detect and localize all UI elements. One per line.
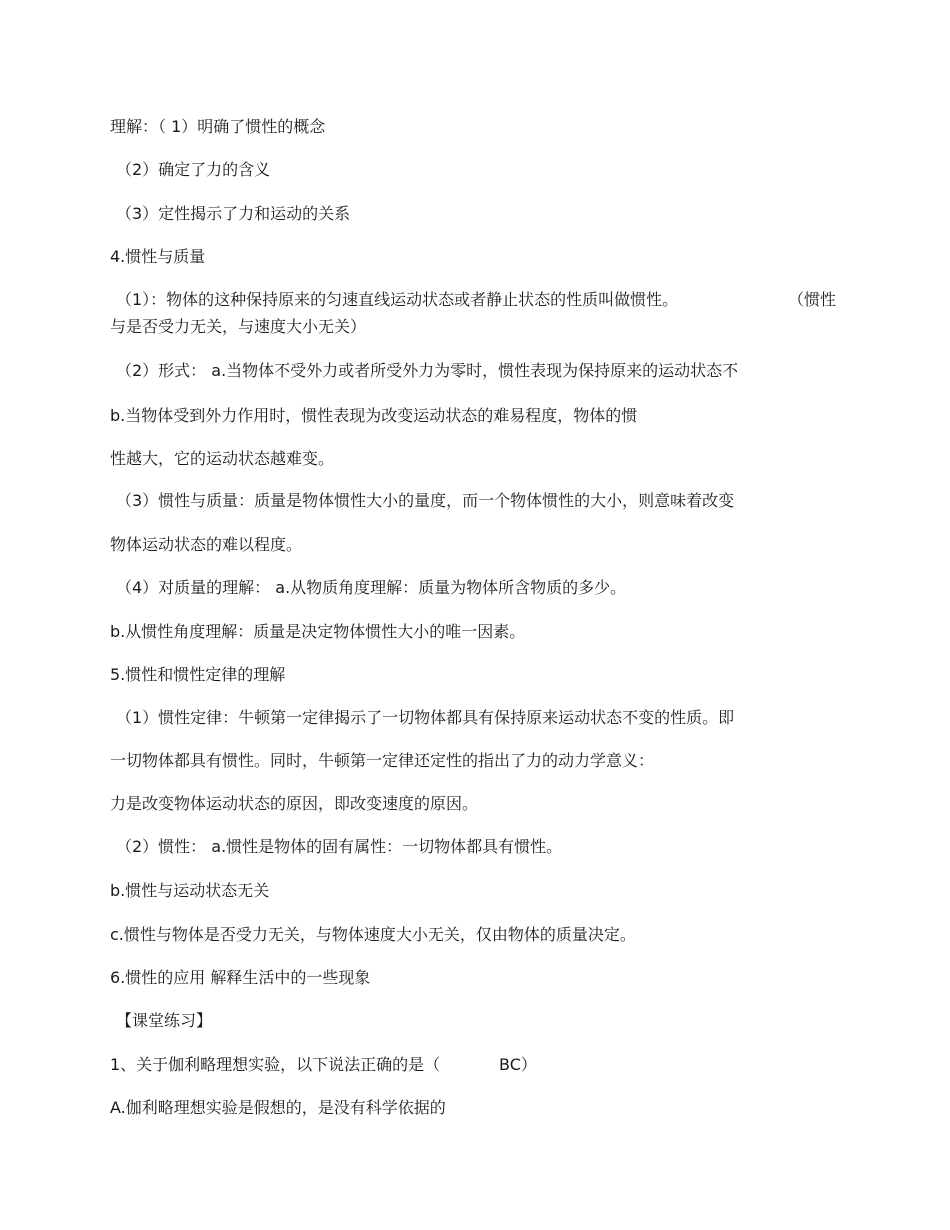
text-line: （2）形式： a.当物体不受外力或者所受外力为零时，惯性表现为保持原来的运动状态不 xyxy=(116,361,739,380)
text-line: c.惯性与物体是否受力无关，与物体速度大小无关，仅由物体的质量决定。 xyxy=(110,925,636,944)
text-line: b.惯性与运动状态无关 xyxy=(110,881,270,900)
section-heading: 【课堂练习】 xyxy=(116,1011,213,1030)
text-line: 理解：（ 1）明确了惯性的概念 xyxy=(110,117,326,136)
text-line: 物体运动状态的难以程度。 xyxy=(110,535,303,554)
text-line: （1）：物体的这种保持原来的匀速直线运动状态或者静止状态的性质叫做惯性。 xyxy=(116,290,679,309)
section-heading: 4.惯性与质量 xyxy=(110,247,206,266)
text-line: 性越大，它的运动状态越难变。 xyxy=(110,449,335,468)
option-line: A.伽利略理想实验是假想的，是没有科学依据的 xyxy=(110,1098,446,1117)
text-line: （惯性 xyxy=(788,290,837,309)
section-heading: 6.惯性的应用 解释生活中的一些现象 xyxy=(110,968,371,987)
text-line: 力是改变物体运动状态的原因，即改变速度的原因。 xyxy=(110,794,479,813)
text-line: （1）惯性定律：牛顿第一定律揭示了一切物体都具有保持原来运动状态不变的性质。即 xyxy=(116,708,735,727)
question-line: 1、关于伽利略理想实验，以下说法正确的是（ xyxy=(110,1055,441,1074)
text-line: （4）对质量的理解： a.从物质角度理解：质量为物体所含物质的多少。 xyxy=(116,578,627,597)
text-line: （2）确定了力的含义 xyxy=(116,160,271,179)
text-line: b.从惯性角度理解：质量是决定物体惯性大小的唯一因素。 xyxy=(110,622,526,641)
section-heading: 5.惯性和惯性定律的理解 xyxy=(110,665,286,684)
text-line: 一切物体都具有惯性。同时，牛顿第一定律还定性的指出了力的动力学意义： xyxy=(110,751,655,770)
text-line: （2）惯性： a.惯性是物体的固有属性：一切物体都具有惯性。 xyxy=(116,837,563,856)
text-line: 与是否受力无关，与速度大小无关） xyxy=(110,317,367,336)
text-line: b.当物体受到外力作用时，惯性表现为改变运动状态的难易程度，物体的惯 xyxy=(110,406,638,425)
text-line: （3）定性揭示了力和运动的关系 xyxy=(116,204,351,223)
answer-text: BC） xyxy=(499,1055,537,1074)
text-line: （3）惯性与质量：质量是物体惯性大小的量度，而一个物体惯性的大小，则意味着改变 xyxy=(116,491,735,510)
